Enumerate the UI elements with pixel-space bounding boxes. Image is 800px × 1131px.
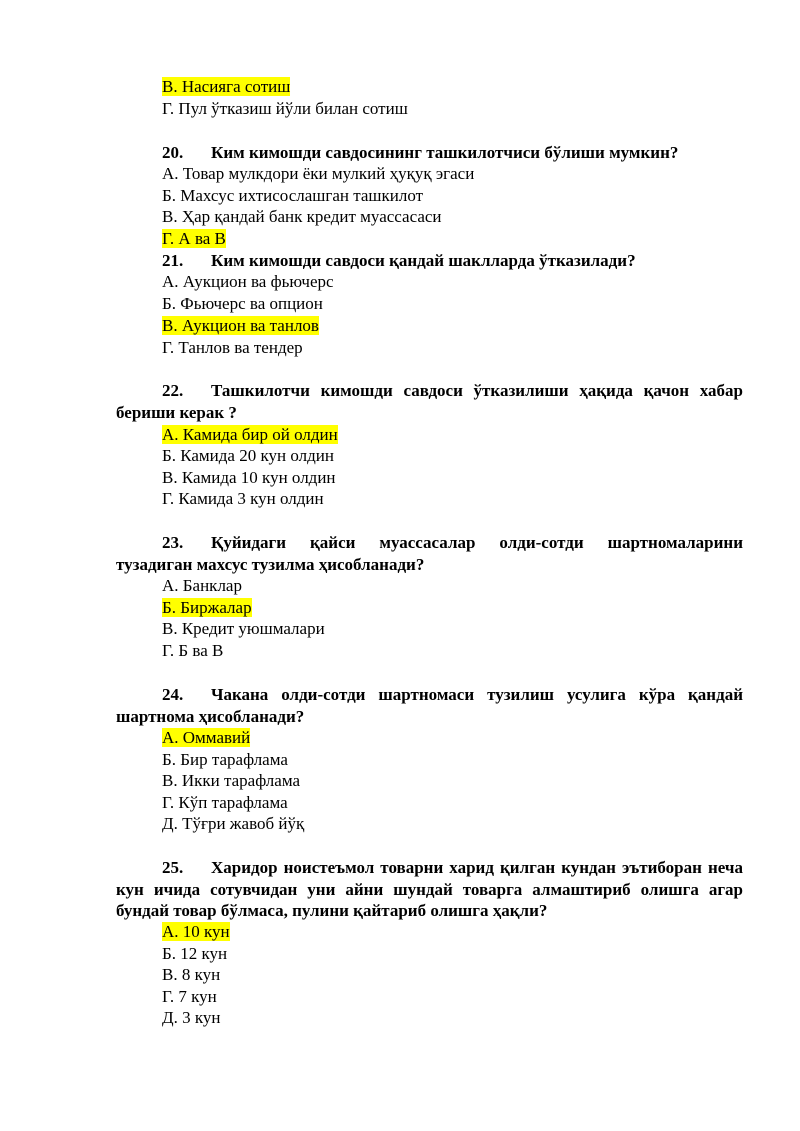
question-24 — [116, 684, 743, 727]
question-text: Ким кимошди савдоси қандай шаклларда ўтказилади? — [211, 251, 636, 270]
correct-answer-highlight: В. Аукцион ва танлов — [162, 316, 319, 335]
question-number: 21. — [162, 251, 184, 270]
question-number: 20. — [162, 143, 184, 162]
question-text: Ким кимошди савдосининг ташкилотчиси бўлиши мумкин? — [211, 143, 679, 162]
question-number: 22. — [162, 381, 184, 400]
question-22 — [116, 380, 743, 423]
answer-option: В. Икки тарафлама — [162, 771, 301, 790]
answer-option: В. Ҳар қандай банк кредит муассасаси — [162, 207, 442, 226]
answer-option — [162, 228, 226, 249]
answer-option — [162, 76, 290, 97]
answer-option: Д. 3 кун — [162, 1008, 221, 1027]
question-number: 23. — [162, 533, 184, 552]
answer-option — [162, 424, 338, 445]
question-text: Қуйидаги қайси муассасалар олди-сотди шартномаларини тузадиган махсус тузилма ҳисобланади? — [116, 533, 743, 574]
answer-option: Г. Кўп тарафлама — [162, 793, 288, 812]
question-25 — [116, 857, 743, 922]
answer-option: Б. 12 кун — [162, 944, 228, 963]
answer-option: Б. Бир тарафлама — [162, 750, 288, 769]
correct-answer-highlight: Б. Биржалар — [162, 598, 252, 617]
answer-option: Г. 7 кун — [162, 987, 217, 1006]
question-number: 25. — [162, 858, 184, 877]
answer-option: Б. Фьючерс ва опцион — [162, 294, 323, 313]
answer-option: А. Товар мулкдори ёки мулкий ҳуқуқ эгаси — [162, 164, 475, 183]
answer-option — [162, 597, 252, 618]
answer-option — [162, 727, 250, 748]
answer-option: В. 8 кун — [162, 965, 221, 984]
answer-option: В. Кредит уюшмалари — [162, 619, 325, 638]
answer-option — [162, 315, 319, 336]
answer-option: А. Банклар — [162, 576, 242, 595]
correct-answer-highlight: А. 10 кун — [162, 922, 230, 941]
answer-option: Б. Махсус ихтисослашган ташкилот — [162, 186, 424, 205]
answer-option — [162, 921, 230, 942]
question-23 — [116, 532, 743, 575]
correct-answer-highlight: Г. А ва В — [162, 229, 226, 248]
question-number: 24. — [162, 685, 184, 704]
question-text: Ташкилотчи кимошди савдоси ўтказилиши ҳақида қачон хабар бериши керак ? — [116, 381, 743, 422]
question-text: Харидор ноистеъмол товарни харид қилган кундан эътиборан неча кун ичида сотувчидан уни айни шундай товарга алмаштириб олишга агар бундай товар бўлмаса, пулини қайтариб олишга ҳақли? — [116, 858, 743, 921]
question-20 — [162, 142, 762, 164]
answer-option: Д. Тўғри жавоб йўқ — [162, 814, 305, 833]
answer-option: Б. Камида 20 кун олдин — [162, 446, 334, 465]
answer-option: Г. Пул ўтказиш йўли билан сотиш — [162, 99, 408, 118]
answer-option: В. Камида 10 кун олдин — [162, 468, 336, 487]
answer-option: Г. Камида 3 кун олдин — [162, 489, 324, 508]
correct-answer-highlight: В. Насияга сотиш — [162, 77, 291, 96]
correct-answer-highlight: А. Камида бир ой олдин — [162, 425, 338, 444]
answer-option: А. Аукцион ва фьючерс — [162, 272, 334, 291]
correct-answer-highlight: А. Оммавий — [162, 728, 251, 747]
question-21 — [162, 250, 762, 272]
answer-option: Г. Танлов ва тендер — [162, 338, 303, 357]
answer-option: Г. Б ва В — [162, 641, 224, 660]
question-text: Чакана олди-сотди шартномаси тузилиш усулига кўра қандай шартнома ҳисобланади? — [116, 685, 743, 726]
